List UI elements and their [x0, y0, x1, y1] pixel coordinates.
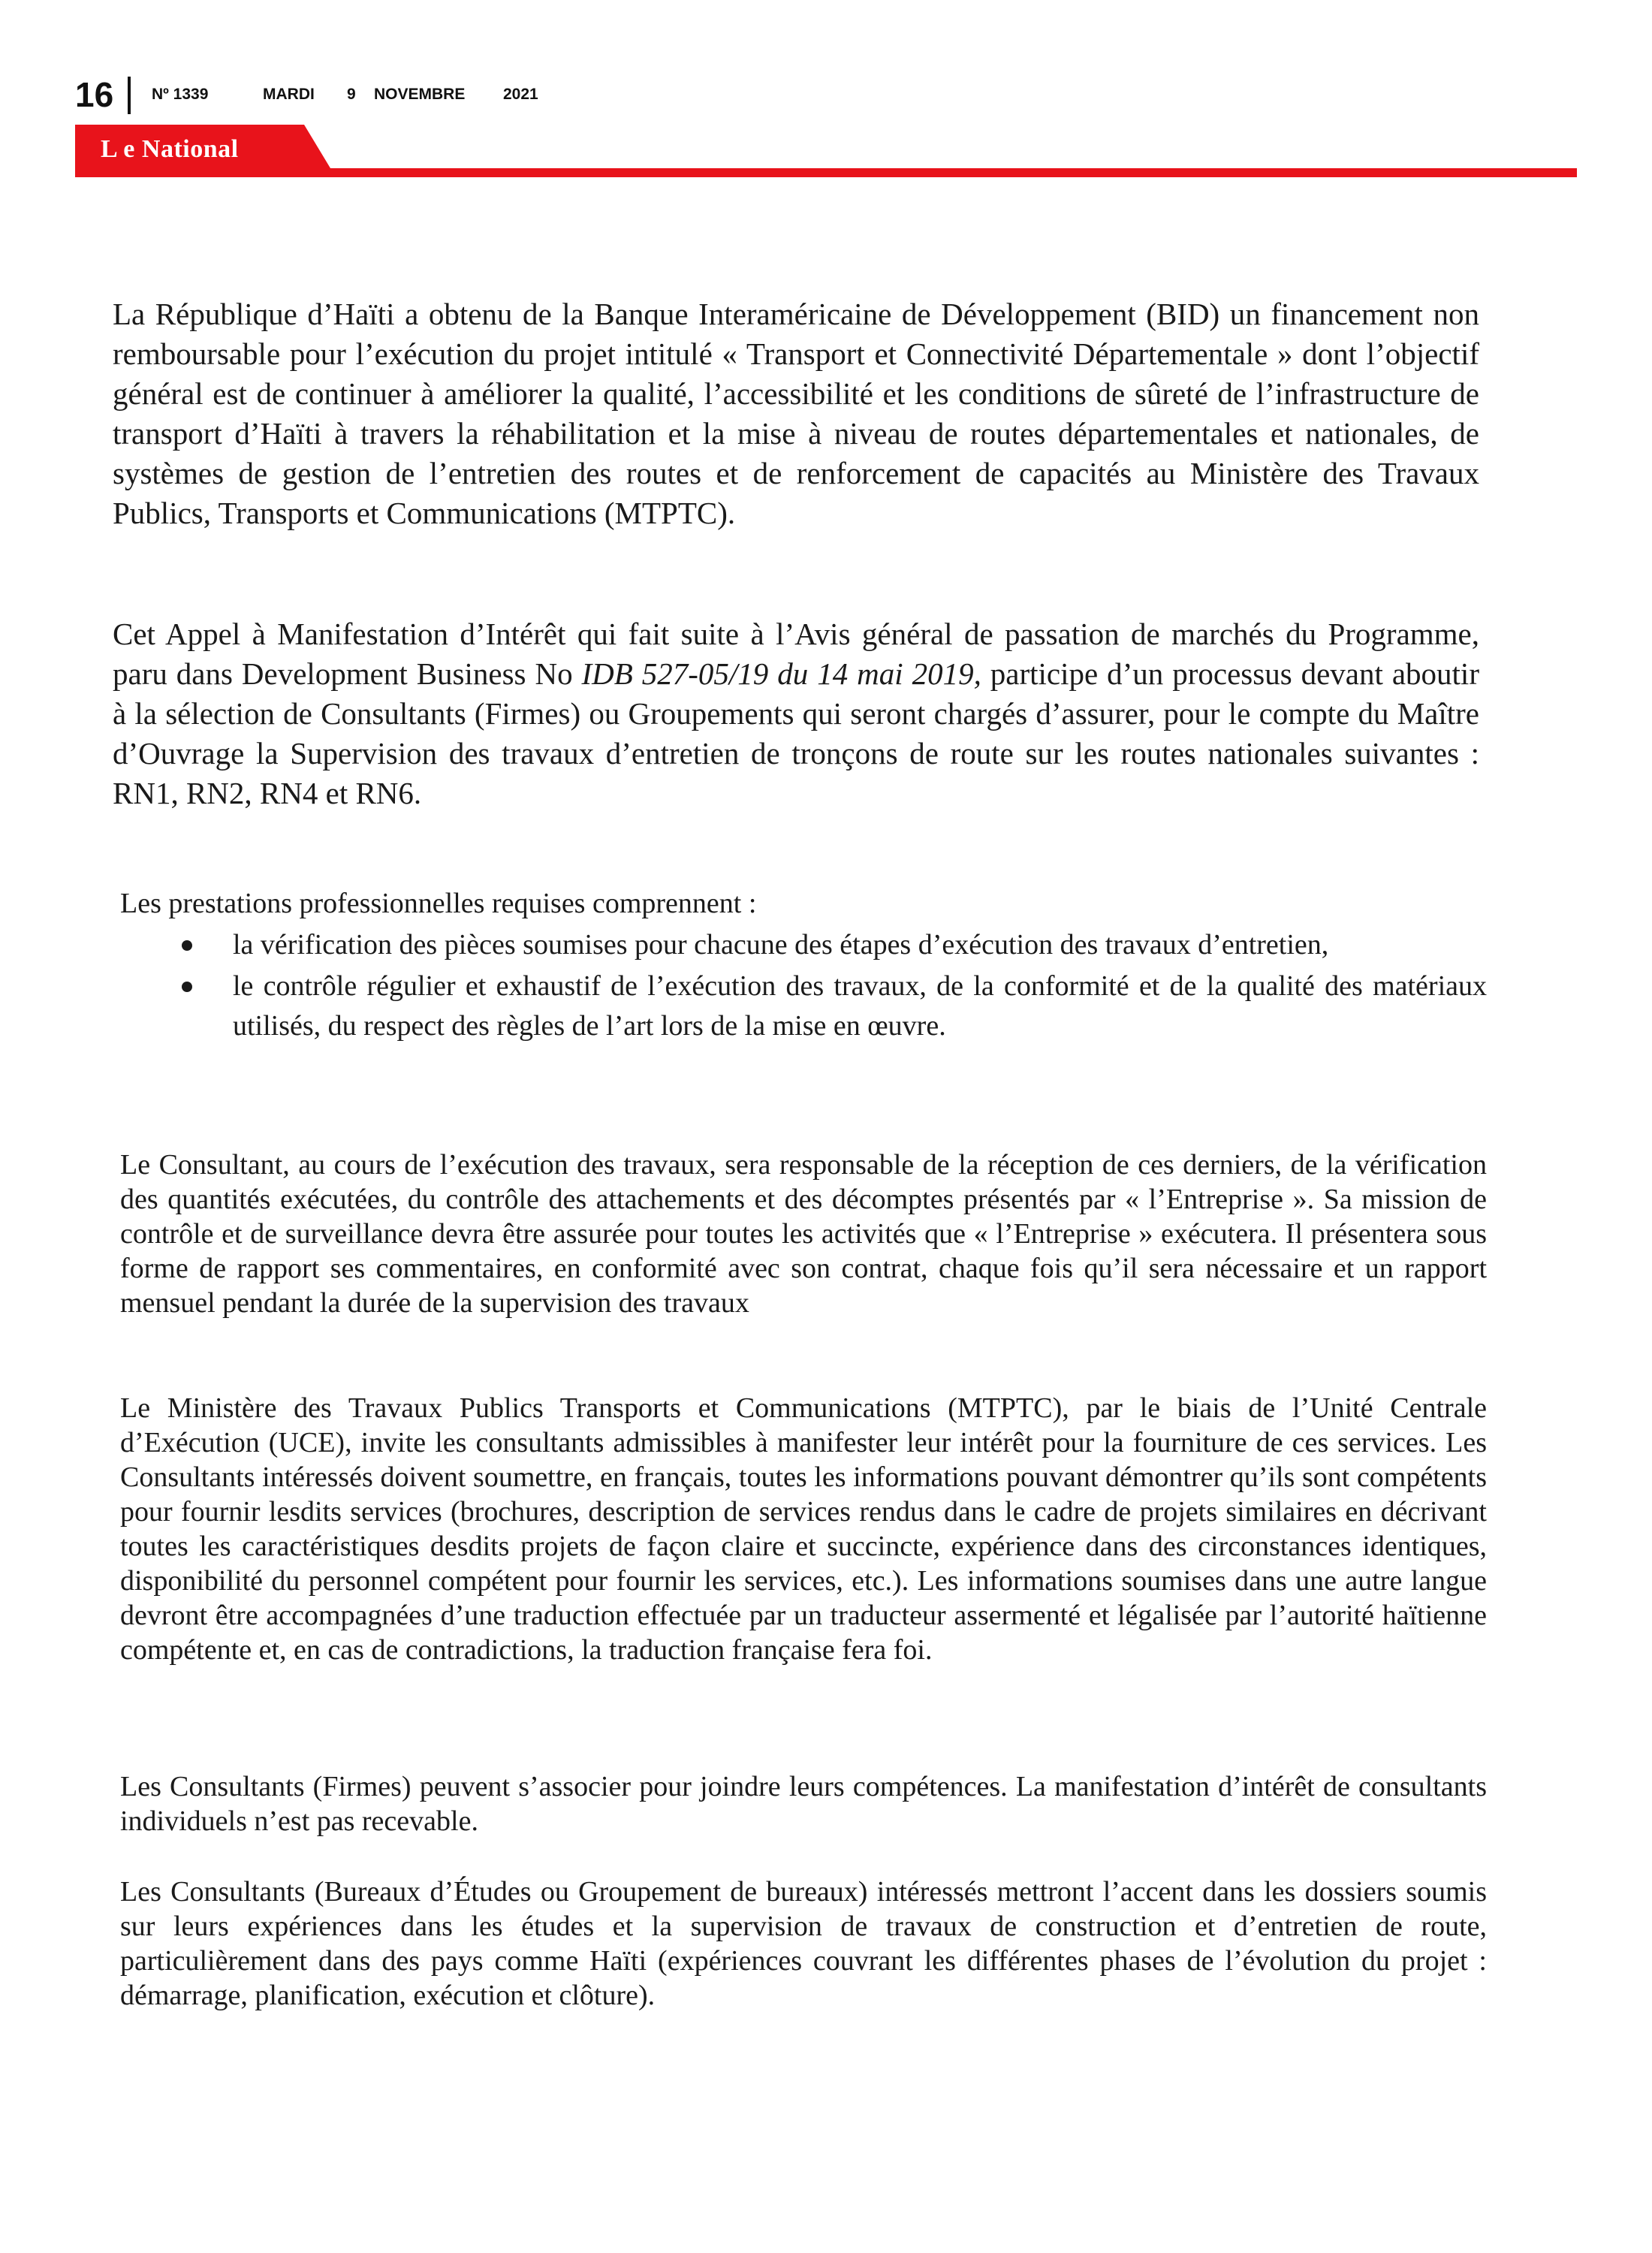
- issue-year: 2021: [503, 86, 538, 103]
- article-paragraph-intro: La République d’Haïti a obtenu de la Banque Interaméricaine de Développement (BID) un financement non remboursable pour l’exécution du projet intitulé « Transport et Connectivité Départementale » dont l’objectif général est de continuer à améliorer la qualité, l’accessibilité et les conditions de sûreté de l’infrastructure de transport d’Haïti à travers la réhabilitation et la mise à niveau de routes départementales et nationales, de systèmes de gestion de l’entretien des routes et de renforcement de capacités au Ministère des Travaux Publics, Transports et Communications (MTPTC).: [113, 297, 1479, 530]
- article-paragraph-ministry: Le Ministère des Travaux Publics Transports et Communications (MTPTC), par le biais de l’Unité Centrale d’Exécution (UCE), invite les consultants admissibles à manifester leur intérêt pour la fourniture de ces services. Les Consultants intéressés doivent soumettre, en français, toutes les informations pouvant démontrer qu’ils sont compétents pour fournir lesdits services (brochures, description de services rendus dans le cadre de projets similaires en décrivant toutes les caractéristiques desdits projets de façon claire et succincte, expérience dans des circonstances identiques, disponibilité du personnel compétent pour fournir les services, etc.). Les informations soumises dans une autre langue devront être accompagnées d’une traduction effectuée par un traducteur assermenté et légalisée par l’autorité haïtienne compétente et, en cas de contradictions, la traduction française fera foi.: [120, 1392, 1487, 1666]
- section-label: L e National: [101, 135, 239, 163]
- list-item: [120, 925, 1487, 965]
- article-paragraph-experience: Les Consultants (Bureaux d’Études ou Groupement de bureaux) intéressés mettront l’accent dans les dossiers soumis sur leurs expériences dans les études et la supervision de travaux de construction et d’entretien de route, particulièrement dans des pays comme Haïti (expériences couvrant les différentes phases de l’évolution du projet : démarrage, planification, exécution et clôture).: [120, 1876, 1487, 2011]
- call-text-end: participe d’un processus devant aboutir à la sélection de Consultants (Firmes) ou Groupements qui seront chargés d’assurer, pour le compte du Maître d’Ouvrage la Supervision des travaux d’entretien de tronçons de route sur les routes nationales suivantes : RN1, RN2, RN4 et RN6.: [113, 656, 1479, 810]
- bullet-icon: [182, 982, 192, 992]
- list-item: [120, 967, 1487, 1046]
- article-paragraph-consultant: Le Consultant, au cours de l’exécution des travaux, sera responsable de la réception de ces derniers, de la vérification des quantités exécutées, du contrôle des attachements et des décomptes présentés par « l’Entreprise ». Sa mission de contrôle et de surveillance devra être assurée pour toutes les activités que « l’Entreprise » exécutera. Il présentera sous forme de rapport ses commentaires, en conformité avec son contrat, chaque fois qu’il sera nécessaire et un rapport mensuel pendant la durée de la supervision des travaux: [120, 1149, 1487, 1319]
- masthead: [75, 72, 601, 117]
- page-number: 16: [75, 75, 114, 114]
- section-banner-shape: [75, 125, 1577, 179]
- issue-month: NOVEMBRE: [374, 86, 466, 103]
- article-paragraph-call: [113, 614, 1479, 813]
- bullet-icon: [182, 940, 192, 951]
- header-separator: [128, 77, 131, 114]
- article-paragraph-association: Les Consultants (Firmes) peuvent s’associer pour joindre leurs compétences. La manifestation d’intérêt de consultants individuels n’est pas recevable.: [120, 1771, 1487, 1837]
- call-text-start: Cet Appel à Manifestation d’Intérêt qui fait suite à l’Avis général de passation de marchés du Programme, paru dans Development Business No: [113, 617, 1479, 691]
- issue-day: MARDI: [263, 86, 315, 103]
- issue-date-number: 9: [347, 86, 356, 103]
- section-banner: [75, 125, 1577, 179]
- services-list: [120, 925, 1487, 1048]
- call-reference: IDB 527-05/19 du 14 mai 2019,: [581, 656, 981, 691]
- issue-number: Nº 1339: [152, 86, 209, 103]
- list-item-text: la vérification des pièces soumises pour chacune des étapes d’exécution des travaux d’entretien,: [233, 929, 1329, 961]
- list-item-text: le contrôle régulier et exhaustif de l’exécution des travaux, de la conformité et de la qualité des matériaux utilisés, du respect des règles de l’art lors de la mise en œuvre.: [233, 970, 1487, 1042]
- services-intro: Les prestations professionnelles requises comprennent :: [120, 888, 757, 919]
